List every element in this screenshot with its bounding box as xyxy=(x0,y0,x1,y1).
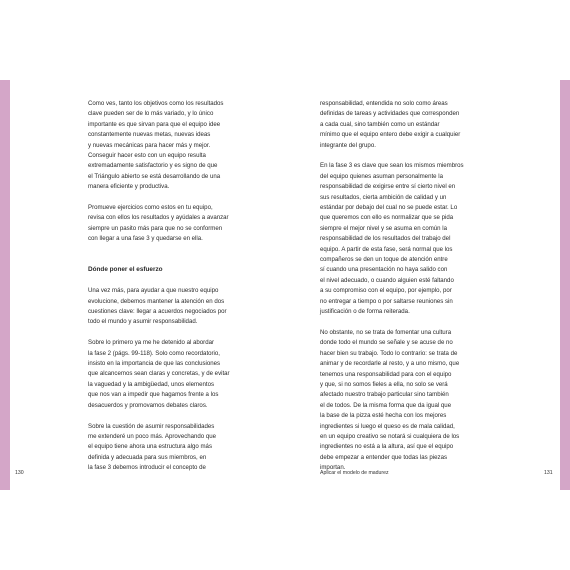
left-page-number: 130 xyxy=(15,470,24,476)
paragraph: Sobre lo primero ya me he detenido al abordar la fase 2 (págs. 99-118). Solo como recordatorio, insisto en la importancia de que las conclusiones que alcancemos sean claras y concretas, y de evitar la vaguedad y la ambigüedad, unos elementos que nos van a impedir que hagamos frente a los desacuerdos y promovamos debates claros. xyxy=(88,339,230,409)
paragraph: Sobre la cuestión de asumir responsabilidades me extenderé un poco más. Aprovechando que el equipo tiene ahora una estructura algo más definida y adecuada para sus miembros, en la fase 3 debemos introducir el concepto de xyxy=(88,422,217,472)
paragraph: responsabilidad, entendida no solo como áreas definidas de tareas y actividades que corresponden a cada cual, sino también como un estándar mínimo que el equipo entero debe exigir a cualquier integrante del grupo. xyxy=(320,100,461,149)
spacer xyxy=(88,255,258,265)
right-page-number: 131 xyxy=(544,470,553,476)
left-column xyxy=(88,99,258,484)
paragraph: Como ves, tanto los objetivos como los resultados clave pueden ser de lo más variado, y lo único importante es que sirvan para que el equipo idee constantemente nuevas metas, nuevas ideas y nuevas mecánicas para hacer más y mejor. Conseguir hacer esto con un equipo resulta extremadamente satisfactorio y es signo de que el Triángulo abierto se está desarrollando de una manera eficiente y productiva. xyxy=(88,100,224,191)
left-edge-tab xyxy=(0,80,10,490)
running-head: Aplicar el modelo de madurez xyxy=(320,470,389,476)
right-edge-tab xyxy=(560,80,570,490)
paragraph: En la fase 3 es clave que sean los mismos miembros del equipo quienes asuman personalmente la responsabilidad de exigirse entre sí cierto nivel en sus resultados, cierta ambición de calidad y un estándar por debajo del cual no se puede estar. Lo que queremos con ello es normalizar que se pida siempre el mejor nivel y se asuma en común la responsabilidad de los resultados del trabajo del equipo. A partir de esta fase, será normal que los compañeros se den un toque de atención entre sí cuando una presentación no haya salido con el nivel adecuado, o cuando alguien esté faltando a su compromiso con el equipo, por ejemplo, por no entregar a tiempo o por saltarse reuniones sin justificación o de forma reiterada. xyxy=(320,162,464,316)
paragraph: Una vez más, para ayudar a que nuestro equipo evolucione, debemos mantener la atención en dos cuestiones clave: llegar a acuerdos negociados por todo el mundo y asumir responsabilidad. xyxy=(88,287,227,326)
paragraph: No obstante, no se trata de fomentar una cultura donde todo el mundo se señale y se acuse de no hacer bien su trabajo. Todo lo contrario: se trata de animar y de recordarle al resto, y a uno mismo, que tenemos una responsabilidad para con el equipo y que, si no somos fieles a ella, no solo se verá afectado nuestro trabajo particular sino también el de todos. De la misma forma que da igual que la base de la pizza esté hecha con los mejores ingredientes si luego el queso es de mala calidad, en un equipo creativo se notará si cualquiera de los ingredientes no está a la altura, así que el equipo debe empezar a entender que todas las piezas importan. xyxy=(320,328,460,472)
right-column xyxy=(320,99,490,484)
section-heading: Dónde poner el esfuerzo xyxy=(88,266,163,274)
paragraph: Promueve ejercicios como estos en tu equipo, revisa con ellos los resultados y ayúdales a avanzar siempre un pasito más para que no se conformen con llegar a una fase 3 y quedarse en ella. xyxy=(88,204,229,243)
